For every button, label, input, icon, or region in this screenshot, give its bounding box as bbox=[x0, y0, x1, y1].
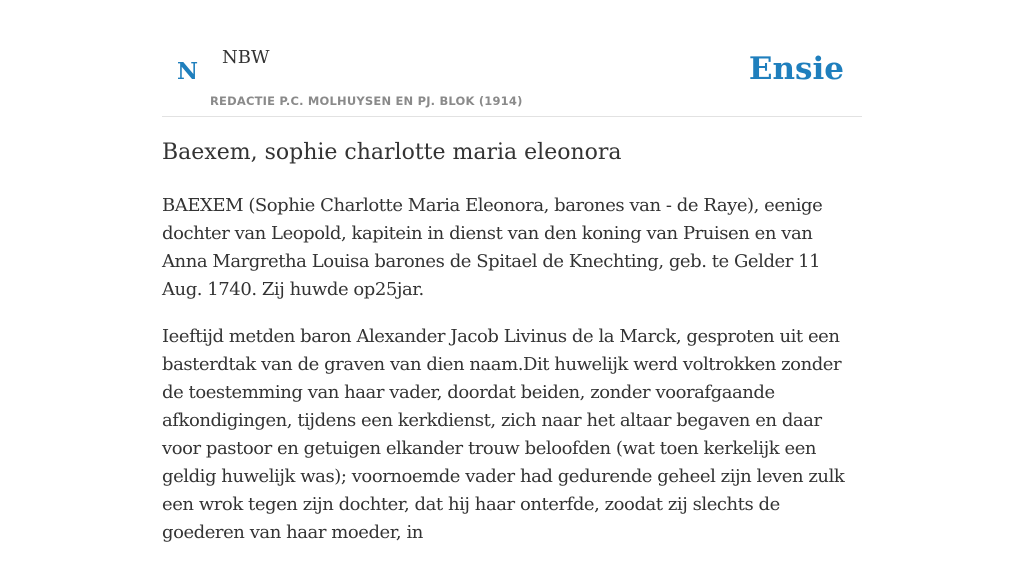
source-name[interactable]: NBW bbox=[222, 47, 270, 68]
source-editors: REDACTIE P.C. MOLHUYSEN EN PJ. BLOK (1914) bbox=[210, 94, 523, 108]
page-title: Baexem, sophie charlotte maria eleonora bbox=[162, 140, 622, 165]
paragraph: Ieeftijd metden baron Alexander Jacob Livinus de la Marck, gesproten uit een basterdtak van de graven van dien naam.Dit huwelijk werd voltrokken zonder de toestemming van haar vader, doordat beiden, zonder voorafgaande afkondigingen, tijdens een kerkdienst, zich naar het altaar begaven en daar voor pastoor en getuigen elkander trouw beloofden (wat toen kerkelijk een geldig huwelijk was); voornoemde vader had gedurende geheel zijn leven zulk een wrok tegen zijn dochter, dat hij haar onterfde, zoodat zij slechts de goederen van haar moeder, in bbox=[162, 326, 845, 543]
page-header bbox=[162, 0, 862, 117]
brand-logo[interactable]: Ensie bbox=[748, 51, 844, 87]
source-logo[interactable]: N bbox=[177, 58, 199, 85]
article-body bbox=[162, 192, 862, 566]
paragraph: BAEXEM (Sophie Charlotte Maria Eleonora, barones van - de Raye), eenige dochter van Leopold, kapitein in dienst van den koning van Pruisen en van Anna Margretha Louisa barones de Spitael de Knechting, geb. te Gelder 11 Aug. 1740. Zij huwde op25jar. bbox=[162, 195, 823, 300]
